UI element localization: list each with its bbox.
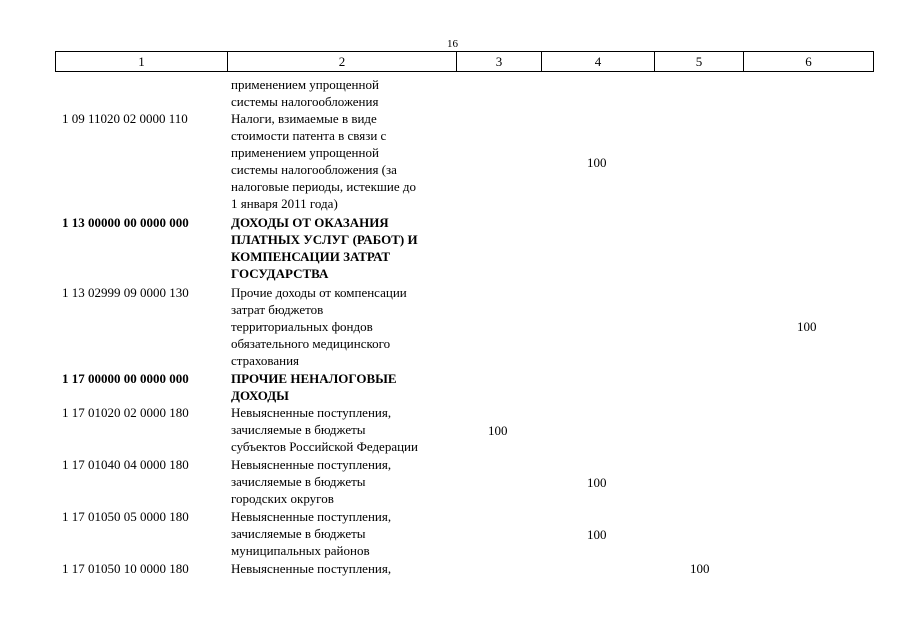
description-line: Невыясненные поступления, <box>231 509 392 524</box>
description-line: ПРОЧИЕ НЕНАЛОГОВЫЕ <box>231 371 397 386</box>
description-line: зачисляемые в бюджеты <box>231 422 366 437</box>
description-line: Налоги, взимаемые в виде <box>231 111 377 126</box>
row-code: 1 09 11020 02 0000 110 <box>62 111 188 126</box>
page-number: 16 <box>447 38 458 50</box>
description-line: страхования <box>231 353 300 368</box>
description-line: Невыясненные поступления, <box>231 405 392 420</box>
column-header-4: 4 <box>542 52 655 72</box>
column-header-1: 1 <box>56 52 228 72</box>
description-line: ГОСУДАРСТВА <box>231 266 329 281</box>
row-description <box>231 284 461 369</box>
row-description <box>231 370 461 404</box>
row-code: 1 13 02999 09 0000 130 <box>62 285 189 300</box>
column-header-2: 2 <box>228 52 457 72</box>
description-line: применением упрощенной <box>231 145 379 160</box>
description-line: муниципальных районов <box>231 543 370 558</box>
description-line: ДОХОДЫ <box>231 388 289 403</box>
description-line: налоговые периоды, истекшие до <box>231 179 416 194</box>
row-description <box>231 214 461 282</box>
description-line: субъектов Российской Федерации <box>231 439 418 454</box>
row-description <box>231 508 461 559</box>
row-description <box>231 110 461 212</box>
value-col-6: 100 <box>797 319 817 334</box>
description-line: ДОХОДЫ ОТ ОКАЗАНИЯ <box>231 215 389 230</box>
description-line: системы налогообложения (за <box>231 162 397 177</box>
description-line: применением упрощенной <box>231 77 379 92</box>
description-line: Прочие доходы от компенсации <box>231 285 407 300</box>
column-header-5: 5 <box>655 52 744 72</box>
description-line: Невыясненные поступления, <box>231 561 392 576</box>
row-description <box>231 76 461 110</box>
description-line: 1 января 2011 года) <box>231 196 338 211</box>
row-code: 1 17 00000 00 0000 000 <box>62 371 189 386</box>
row-code: 1 13 00000 00 0000 000 <box>62 215 189 230</box>
description-line: обязательного медицинского <box>231 336 391 351</box>
value-col-4: 100 <box>587 475 607 490</box>
value-col-3: 100 <box>488 423 508 438</box>
description-line: ПЛАТНЫХ УСЛУГ (РАБОТ) И <box>231 232 418 247</box>
description-line: зачисляемые в бюджеты <box>231 474 366 489</box>
description-line: КОМПЕНСАЦИИ ЗАТРАТ <box>231 249 391 264</box>
row-code: 1 17 01050 10 0000 180 <box>62 561 189 576</box>
description-line: зачисляемые в бюджеты <box>231 526 366 541</box>
value-col-4: 100 <box>587 527 607 542</box>
description-line: городских округов <box>231 491 334 506</box>
description-line: Невыясненные поступления, <box>231 457 392 472</box>
column-header-3: 3 <box>457 52 542 72</box>
description-line: стоимости патента в связи с <box>231 128 387 143</box>
description-line: территориальных фондов <box>231 319 373 334</box>
row-description <box>231 404 461 455</box>
value-col-5: 100 <box>690 561 710 576</box>
row-code: 1 17 01020 02 0000 180 <box>62 405 189 420</box>
column-header-6: 6 <box>744 52 874 72</box>
row-code: 1 17 01040 04 0000 180 <box>62 457 189 472</box>
description-line: затрат бюджетов <box>231 302 324 317</box>
value-col-4: 100 <box>587 155 607 170</box>
description-line: системы налогообложения <box>231 94 379 109</box>
row-code: 1 17 01050 05 0000 180 <box>62 509 189 524</box>
row-description <box>231 560 461 577</box>
row-description <box>231 456 461 507</box>
